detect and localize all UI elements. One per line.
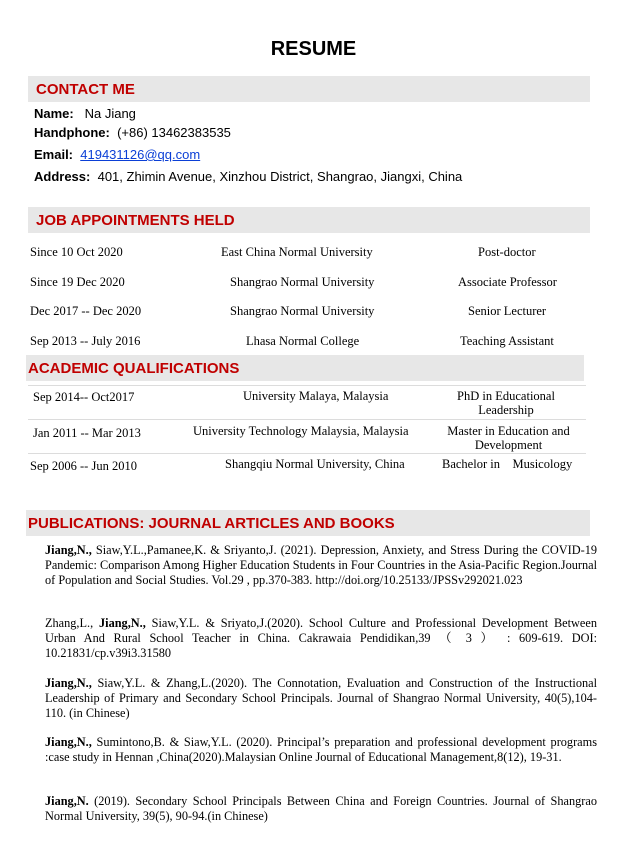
- academic-row: [28, 385, 586, 420]
- jobs-heading: JOB APPOINTMENTS HELD: [36, 212, 235, 229]
- contact-name: Name: Na Jiang: [34, 106, 136, 121]
- contact-heading-band: [28, 76, 590, 102]
- publications-heading-band: [26, 510, 590, 536]
- job-role: Post-doctor: [478, 245, 536, 259]
- job-date: Since 10 Oct 2020: [30, 245, 123, 259]
- job-role: Associate Professor: [458, 275, 557, 289]
- jobs-heading-band: [28, 207, 590, 233]
- job-date: Dec 2017 -- Dec 2020: [30, 304, 142, 318]
- publication-item: Jiang,N., Siaw,Y.L. & Zhang,L.(2020). The Connotation, Evaluation and Construction of the Instructional Leadership of Primary and Secondary School Principals. Journal of Shangrao Normal University, 40(5),104-110. (in Chinese): [45, 676, 597, 720]
- academic-date: Sep 2014-- Oct2017: [33, 390, 135, 404]
- job-place: Shangrao Normal University: [230, 275, 375, 289]
- job-role: Teaching Assistant: [460, 334, 554, 348]
- contact-heading: CONTACT ME: [36, 81, 135, 98]
- academic-school: University Technology Malaysia, Malaysia: [193, 424, 409, 438]
- job-place: East China Normal University: [221, 245, 373, 259]
- academic-school: University Malaya, Malaysia: [243, 389, 389, 403]
- job-place: Shangrao Normal University: [230, 304, 375, 318]
- academic-row: [28, 419, 586, 454]
- academic-degree: Bachelor in Musicology: [442, 457, 573, 471]
- job-date: Sep 2013 -- July 2016: [30, 334, 141, 348]
- academic-heading-band: [26, 355, 584, 381]
- publications-heading: PUBLICATIONS: JOURNAL ARTICLES AND BOOKS: [28, 515, 395, 532]
- resume-title: RESUME: [270, 38, 357, 60]
- job-date: Since 19 Dec 2020: [30, 275, 125, 289]
- publication-item: Zhang,L., Jiang,N., Siaw,Y.L. & Sriyato,J.(2020). School Culture and Professional Development Between Urban And Rural School Teacher in China. Cakrawaia Pendidikan,39 （ 3 ） : 609-619. DOI: 10.21831/cp.v39i3.31580: [45, 616, 597, 660]
- contact-email: Email: 419431126@qq.com: [34, 147, 201, 162]
- academic-heading: ACADEMIC QUALIFICATIONS: [28, 360, 240, 377]
- academic-date: Sep 2006 -- Jun 2010: [30, 459, 137, 473]
- academic-row: [28, 453, 586, 478]
- job-place: Lhasa Normal College: [246, 334, 360, 348]
- contact-phone: Handphone: (+86) 13462383535: [34, 125, 231, 140]
- publication-item: Jiang,N. (2019). Secondary School Principals Between China and Foreign Countries. Journal of Shangrao Normal University, 39(5), 90-94.(in Chinese): [45, 794, 597, 823]
- academic-date: Jan 2011 -- Mar 2013: [33, 426, 141, 440]
- publication-item: Jiang,N., Sumintono,B. & Siaw,Y.L. (2020). Principal’s preparation and professional development programs :case study in Hennan ,China(2020).Malaysian Online Journal of Educational Management,8(12), 19-31.: [45, 735, 597, 764]
- academic-school: Shangqiu Normal University, China: [225, 457, 405, 471]
- academic-degree: Master in Education and Development: [447, 424, 570, 452]
- contact-address: Address: 401, Zhimin Avenue, Xinzhou District, Shangrao, Jiangxi, China: [34, 169, 463, 184]
- email-link[interactable]: 419431126@qq.com: [80, 147, 201, 162]
- job-role: Senior Lecturer: [468, 304, 547, 318]
- academic-degree: PhD in Educational Leadership: [457, 389, 555, 417]
- publication-item: Jiang,N., Siaw,Y.L.,Pamanee,K. & Sriyanto,J. (2021). Depression, Anxiety, and Stress During the COVID-19 Pandemic: Comparison Among Higher Education Students in Four Countries in the Asia-Pacific Region.Journal of Population and Social Studies. Vol.29 , pp.370-383. http://doi.org/10.25133/JPSSv292021.023: [45, 543, 597, 587]
